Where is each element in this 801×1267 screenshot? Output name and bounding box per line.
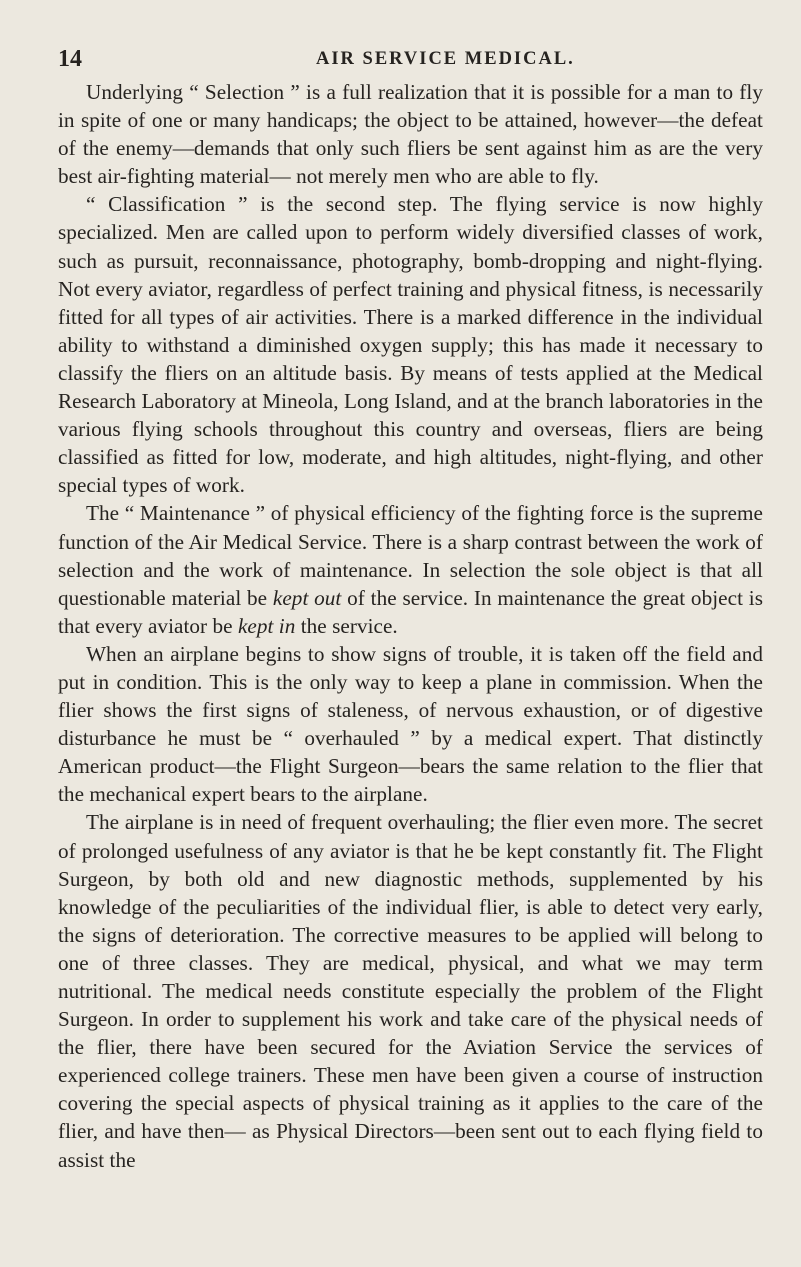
page-number: 14 (58, 46, 82, 72)
paragraph-maintenance-part1: The “ Maintenance ” of physical efficiency of the fighting force is the supreme function of the Air Medical Service. There is a sharp contrast between the work of selection and the work of maintenance. In selection the sole object is that all questionable material be (58, 501, 763, 610)
emphasis-kept-out: kept out (272, 585, 342, 610)
paragraph-overhaul: When an airplane begins to show signs of trouble, it is taken off the field and put in condition. This is the only way to keep a plane in commission. When the flier shows the first signs of staleness, of nervous exhaustion, or of digestive disturbance he must be “ overhauled ” by a medical expert. That distinctly American product—the Flight Surgeon—bears the same relation to the flier that the mechanical expert bears to the airplane. (58, 641, 763, 807)
page-header (58, 44, 763, 78)
paragraph-maintenance-part3: the service. (295, 613, 398, 638)
body-text (58, 78, 763, 1174)
paragraph-flight-surgeon: The airplane is in need of frequent overhauling; the flier even more. The secret of prolonged usefulness of any aviator is that he be kept constantly fit. The Flight Surgeon, by both old and new diagnostic methods, supplemented by his knowledge of the peculiarities of the individual flier, is able to detect very early, the signs of deterioration. The corrective measures to be applied will belong to one of three classes. They are medical, physical, and what we may term nutritional. The medical needs constitute especially the problem of the Flight Surgeon. In order to supplement his work and take care of the physical needs of the flier, there have been secured for the Aviation Service the services of experienced college trainers. These men have been given a course of instruction covering the special aspects of physical training as it applies to the care of the flier, and have then— as Physical Directors—been sent out to each flying field to assist the (58, 810, 763, 1172)
emphasis-kept-in: kept in (237, 613, 296, 638)
paragraph-maintenance-part2: of the service. In maintenance the great object is that every aviator be (58, 585, 763, 638)
paragraph-classification: “ Classification ” is the second step. The flying service is now highly specialized. Men are called upon to perform widely diversified classes of work, such as pursuit, reconnaissance, photography, bomb-dropping and night-flying. Not every aviator, regardless of perfect training and physical fitness, is necessarily fitted for all types of air activities. There is a marked difference in the individual ability to withstand a diminished oxygen supply; this has made it necessary to classify the fliers on an altitude basis. By means of tests applied at the Medical Research Laboratory at Mineola, Long Island, and at the branch laboratories in the various flying schools throughout this country and overseas, fliers are being classified as fitted for low, moderate, and high altitudes, night-flying, and other special types of work. (58, 192, 763, 498)
paragraph-maintenance (58, 499, 763, 639)
running-title: AIR SERVICE MEDICAL. (316, 49, 575, 69)
paragraph-selection: Underlying “ Selection ” is a full realization that it is possible for a man to fly in spite of one or many handicaps; the object to be attained, however—the defeat of the enemy—demands that only such fliers be sent against him as are the very best air-fighting material— not merely men who are able to fly. (58, 80, 763, 189)
